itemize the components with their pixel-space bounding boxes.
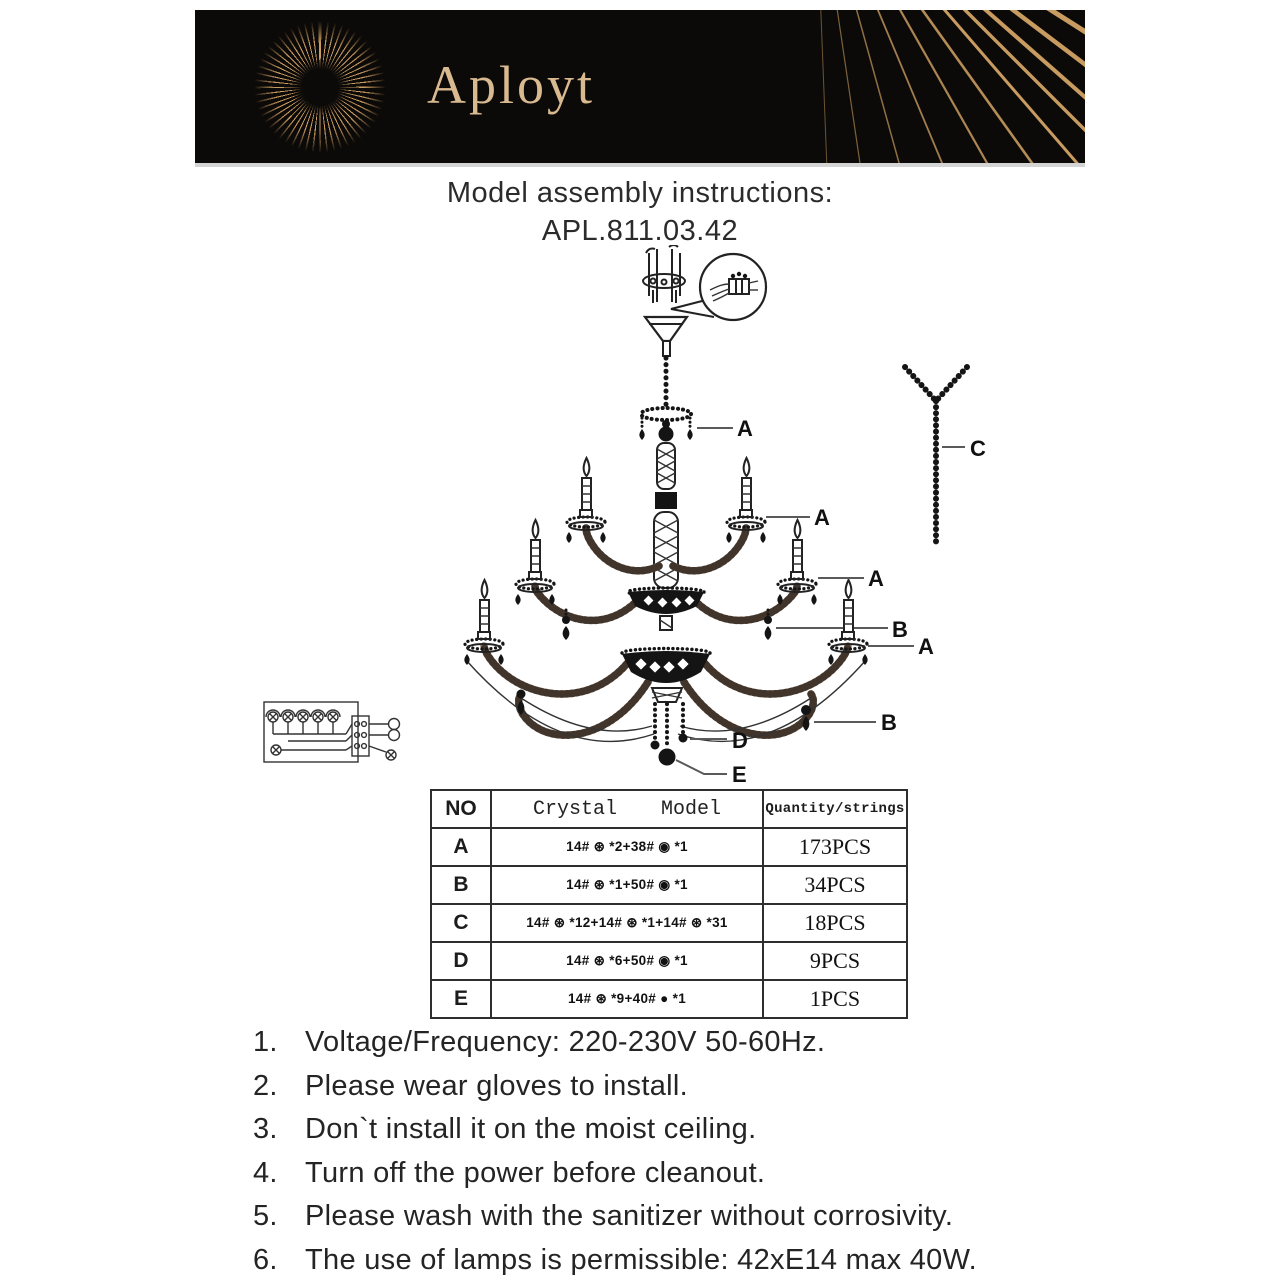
label-c: C [970,436,986,461]
candle [726,458,765,543]
item-text: Please wash with the sanitizer without corrosivity. [305,1200,954,1232]
item-number: 4. [253,1156,278,1189]
row-qty: 18PCS [763,904,907,942]
instruction-list [253,1021,1083,1280]
list-item [253,1021,1083,1065]
table-row [431,866,907,904]
row-model: 14# ⊛ *1+50# ◉ *1 [491,866,763,904]
list-item [253,1065,1083,1109]
item-number: 1. [253,1026,278,1058]
wiring-diagram-icon [255,693,420,783]
list-item [253,1108,1083,1152]
row-no: B [431,866,491,904]
item-text: Turn off the power before cleanout. [305,1156,766,1189]
row-no: E [431,980,491,1018]
label-b1: B [892,617,908,642]
row-model: 14# ⊛ *12+14# ⊛ *1+14# ⊛ *31 [491,904,763,942]
chandelier-assembly-diagram [420,245,1020,790]
upper-bowl [628,588,704,630]
model-number: APL.811.03.42 [541,215,739,247]
bottom-bead-strings [651,704,688,766]
sunburst-logo-icon [247,14,393,160]
brand-name: Aployt [427,55,596,115]
table-row [431,980,907,1018]
row-qty: 1PCS [763,980,907,1018]
item-text: Don`t install it on the moist ceiling. [305,1113,757,1145]
row-no: A [431,828,491,866]
item-text: Please wear gloves to install. [305,1069,688,1102]
top-crown [639,408,692,442]
header-qty: Quantity/strings [763,790,907,828]
label-b2: B [881,710,897,735]
row-model: 14# ⊛ *2+38# ◉ *1 [491,828,763,866]
table-row [431,828,907,866]
item-number: 3. [253,1113,278,1145]
table-header-row [431,790,907,828]
header-model-word2: Model [661,797,722,821]
candle [515,520,554,605]
label-d: D [732,728,748,753]
list-item [253,1195,1083,1239]
page-title [0,174,1280,250]
title-line-1: Model assembly instructions: [446,177,834,209]
wire-connection-callout-icon [671,254,766,320]
candle [828,580,867,665]
item-number: 6. [253,1243,278,1276]
candle [464,580,503,665]
crystal-parts-table [430,789,908,1019]
canopy-icon [645,317,687,356]
row-no: C [431,904,491,942]
lamp-symbols [266,710,400,760]
arm-tier1 [586,528,746,571]
row-qty: 34PCS [763,866,907,904]
list-item [253,1239,1083,1280]
row-model: 14# ⊛ *9+40# ● *1 [491,980,763,1018]
header-model [491,790,763,828]
row-qty: 9PCS [763,942,907,980]
label-a3: A [868,566,884,591]
candle [777,520,816,605]
part-c-bead-string [905,367,967,544]
list-item [253,1152,1083,1196]
label-a4: A [918,634,934,659]
candle [566,458,605,543]
ceiling-mount-icon [643,245,685,303]
label-e: E [732,762,747,787]
brand-banner [195,10,1085,167]
header-no: NO [431,790,491,828]
table-row [431,942,907,980]
decorative-rays-icon [605,10,1085,163]
row-model: 14# ⊛ *6+50# ◉ *1 [491,942,763,980]
item-text: Voltage/Frequency: 220-230V 50-60Hz. [305,1026,826,1058]
row-qty: 173PCS [763,828,907,866]
table-row [431,904,907,942]
label-a2: A [814,505,830,530]
row-no: D [431,942,491,980]
item-text: The use of lamps is permissible: 42xE14 max 40W. [305,1243,978,1276]
item-number: 2. [253,1069,278,1102]
item-number: 5. [253,1200,278,1232]
label-a1: A [737,416,753,441]
header-model-word1: Crystal [532,797,617,821]
